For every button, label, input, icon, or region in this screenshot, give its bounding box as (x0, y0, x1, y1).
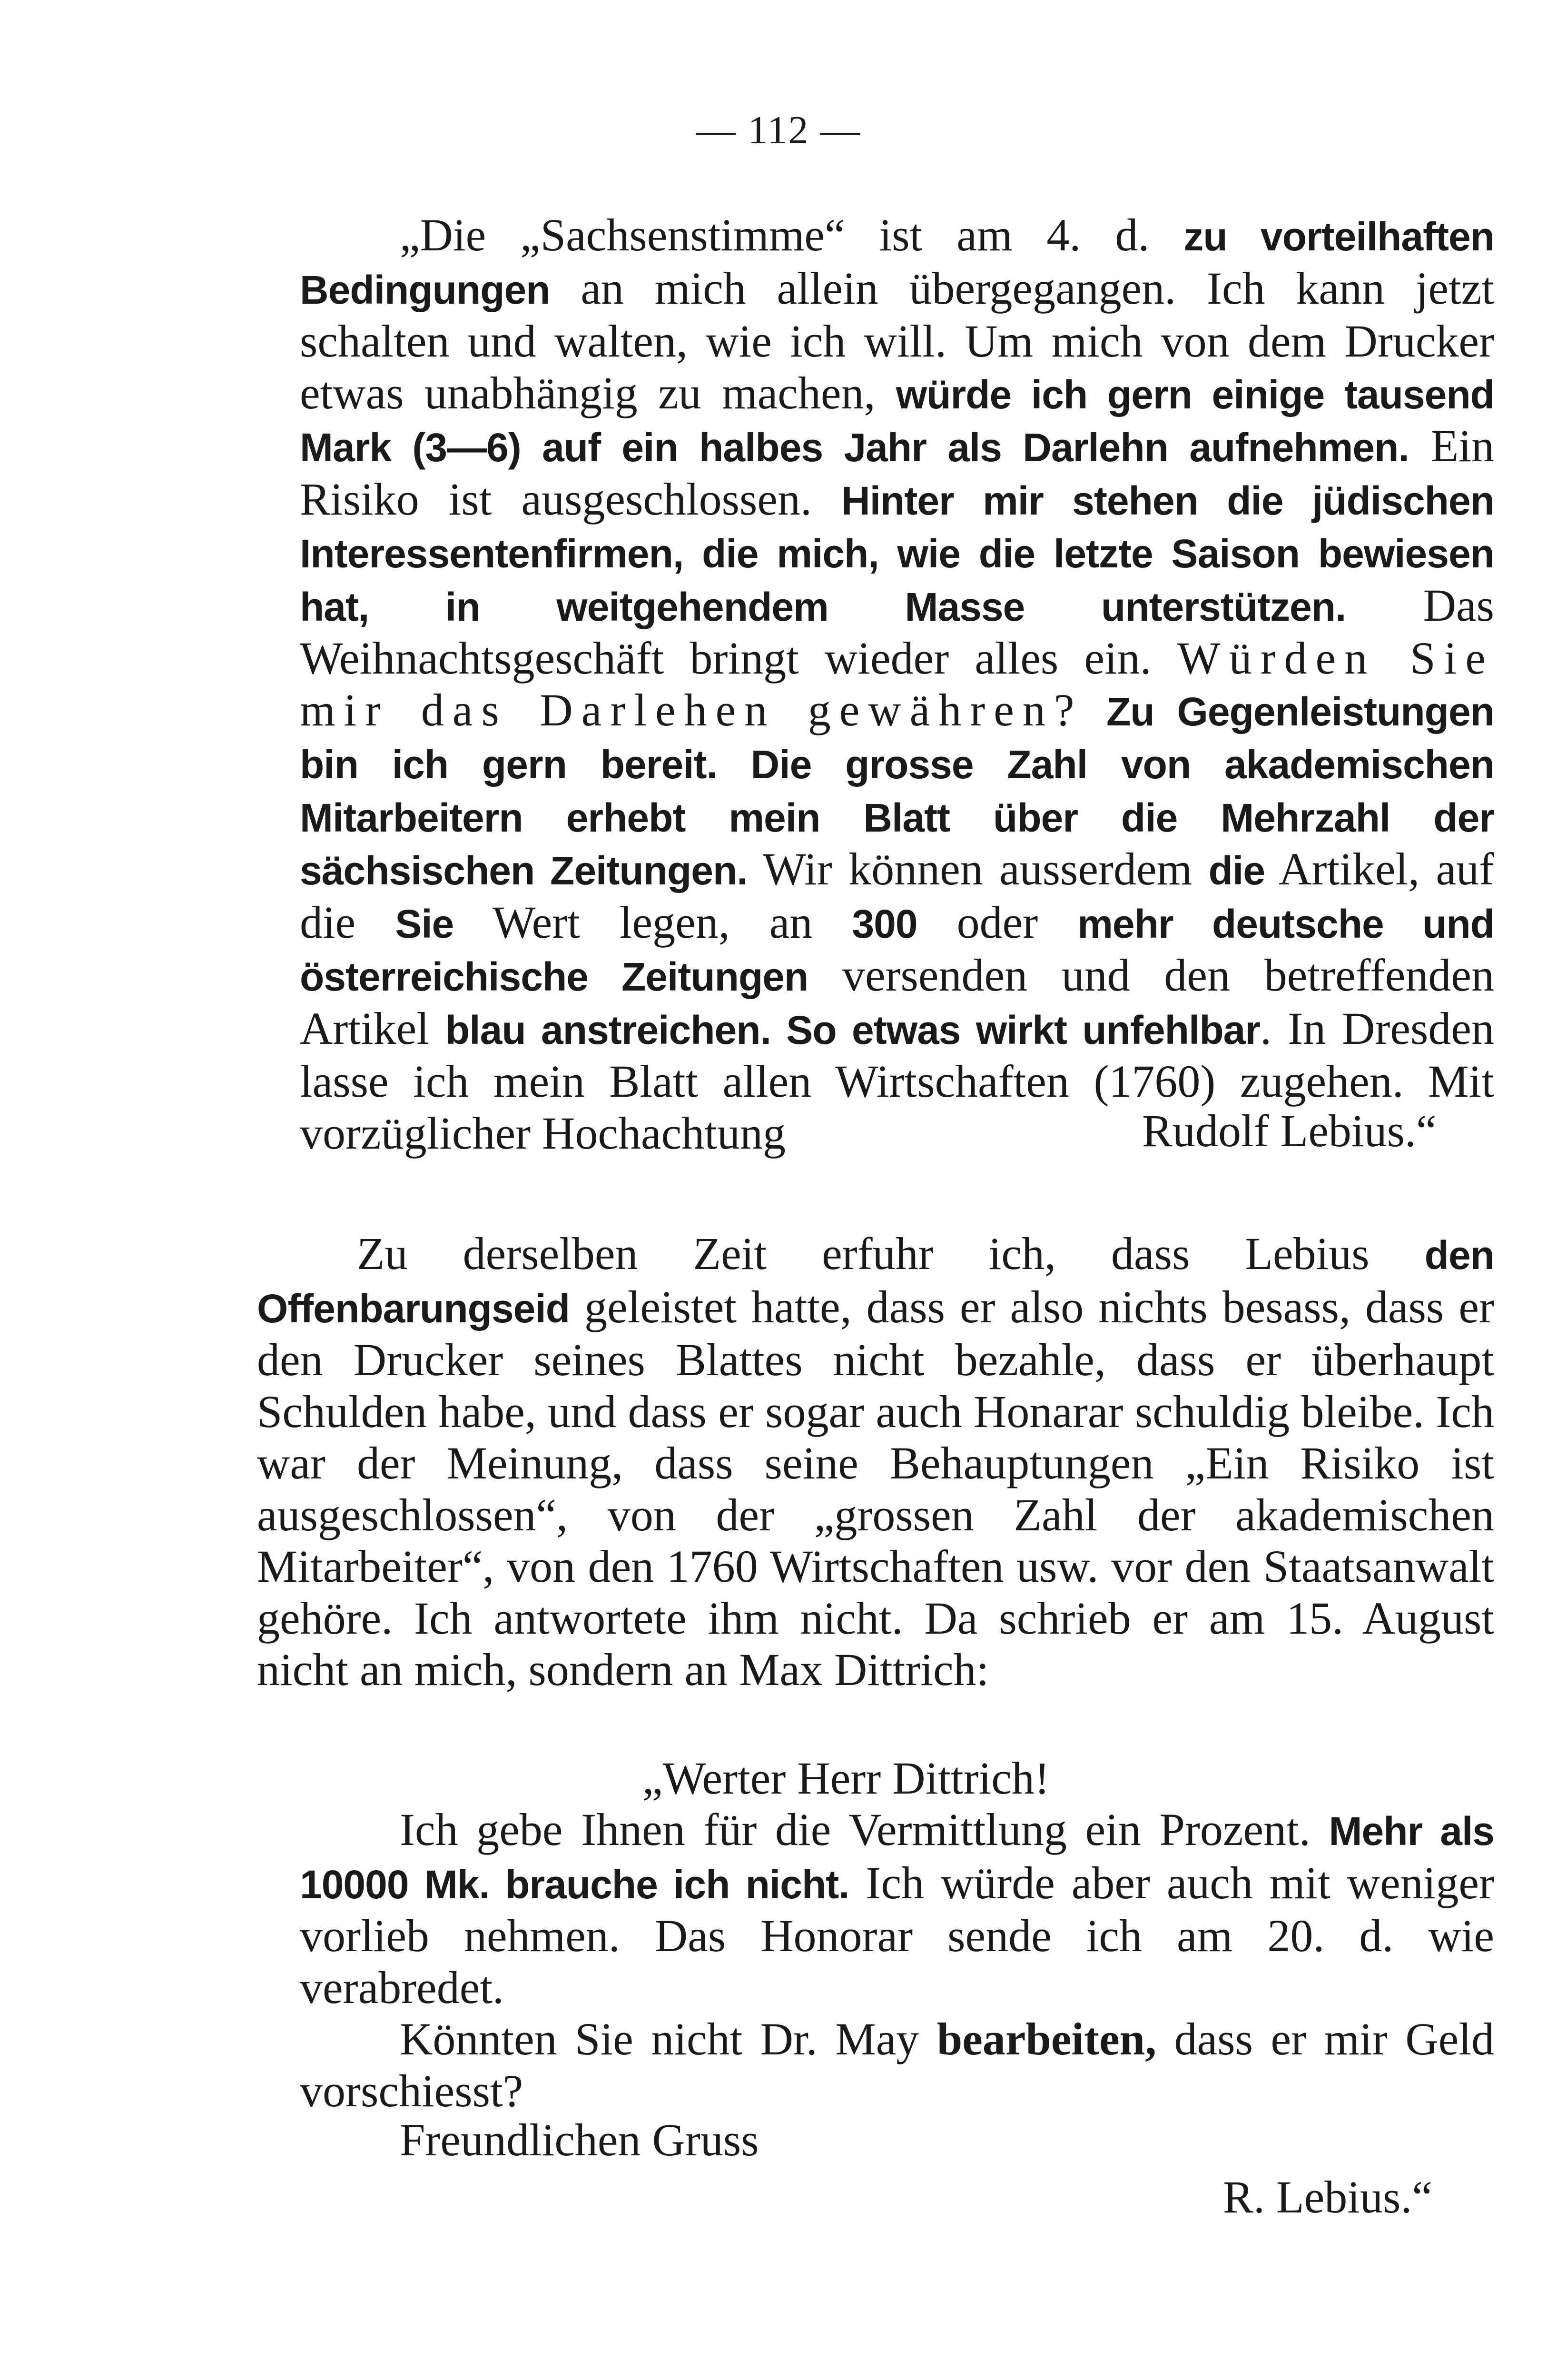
text-segment: . In Dresden lasse ich mein Blatt allen Wirtschaften (1760) zugehen. Mit vorzüglicher Hochachtung (300, 1002, 1495, 1159)
text-segment: Zu Gegenleistungen bin ich gern bereit. Die grosse Zahl von akademischen Mitarbeitern erhebt mein Blatt über die Mehrzahl der sächsischen Zeitungen. (300, 689, 1494, 893)
text-segment: versenden und den betreffenden Artikel (300, 950, 1494, 1054)
text-segment: Könnten Sie nicht Dr. May (400, 2013, 937, 2064)
text-segment: dass er mir Geld vorschiesst? (300, 2013, 1495, 2116)
text-segment: geleistet hatte, dass er also nichts besass, dass er den Drucker seines Blattes nicht bezahle, dass er überhaupt Schulden habe, und dass er sogar auch Honarar schuldig bleibe. Ich war der Meinung, dass seine Behauptungen „Ein Risiko ist ausgeschlossen“, von der „grossen Zahl der akademischen Mitarbeiter“, von den 1760 Wirtschaften usw. vor den Staatsanwalt gehöre. Ich antwortete ihm nicht. Da schrieb er am 15. August nicht an mich, sondern an Max Dittrich: (257, 1281, 1494, 1695)
text-segment: Wert legen, an (453, 896, 852, 948)
letter-2-body (300, 1804, 1494, 2117)
text-segment: Mehr als 10000 Mk. brauche ich nicht. (300, 1809, 1495, 1907)
text-segment: Wir können ausserdem (747, 843, 1209, 894)
letter-2-paragraph-2 (300, 2013, 1494, 2117)
letter-1-body (300, 209, 1494, 1159)
text-segment: Artikel, auf die (300, 843, 1495, 948)
page-number: — 112 — (696, 108, 861, 152)
text-segment: Ein Risiko ist ausgeschlossen. (300, 420, 1494, 525)
letter-2-closing: Freundlichen Gruss (400, 2114, 759, 2165)
text-segment: bearbeiten, (936, 2013, 1157, 2064)
text-segment: würde ich gern einige tausend Mark (3—6) auf ein halbes Jahr als Darlehn aufnehmen. (300, 372, 1494, 470)
text-segment: blau anstreichen. So etwas wirkt unfehlbar (445, 1007, 1261, 1052)
letter-2-salutation: „Werter Herr Dittrich! (642, 1753, 1050, 1804)
text-segment: Hinter mir stehen die jüdischen Interessentenfirmen, die mich, wie die letzte Saison bewiesen hat, in weitgehendem Masse unterstützen. (300, 478, 1495, 629)
text-segment: oder (917, 896, 1078, 948)
text-segment: die (1208, 848, 1265, 893)
text-segment: „Die „Sachsenstimme“ ist am 4. d. (400, 209, 1184, 260)
letter-1-signature: Rudolf Lebius.“ (1142, 1105, 1437, 1156)
narrative-paragraph (257, 1228, 1494, 1696)
text-segment: Würden Sie mir das Darlehen gewähren? (300, 633, 1495, 735)
narrative-body (257, 1228, 1494, 1696)
text-segment: den Offenbarungseid (257, 1233, 1494, 1331)
text-segment: Das Weihnachtsgeschäft bringt wieder alles ein. (300, 579, 1495, 684)
text-segment: Sie (395, 901, 454, 946)
text-segment: 300 (852, 901, 917, 946)
letter-1-paragraph (300, 209, 1494, 1159)
text-segment: zu vorteilhaften Bedingungen (300, 214, 1495, 312)
text-segment: Zu derselben Zeit erfuhr ich, dass Lebius (357, 1228, 1425, 1279)
text-segment: mehr deutsche und österreichische Zeitungen (300, 901, 1495, 999)
text-segment: an mich allein übergegangen. Ich kann jetzt schalten und walten, wie ich will. Um mich von dem Drucker etwas unabhängig zu machen, (300, 262, 1494, 418)
letter-2-signature: R. Lebius.“ (1223, 2172, 1432, 2222)
text-segment: Ich gebe Ihnen für die Vermittlung ein Prozent. (400, 1804, 1329, 1855)
letter-2-paragraph-1 (300, 1804, 1494, 2013)
text-segment: Ich würde aber auch mit weniger vorlieb nehmen. Das Honorar sende ich am 20. d. wie verabredet. (300, 1857, 1495, 2013)
text-segment (1083, 684, 1106, 735)
